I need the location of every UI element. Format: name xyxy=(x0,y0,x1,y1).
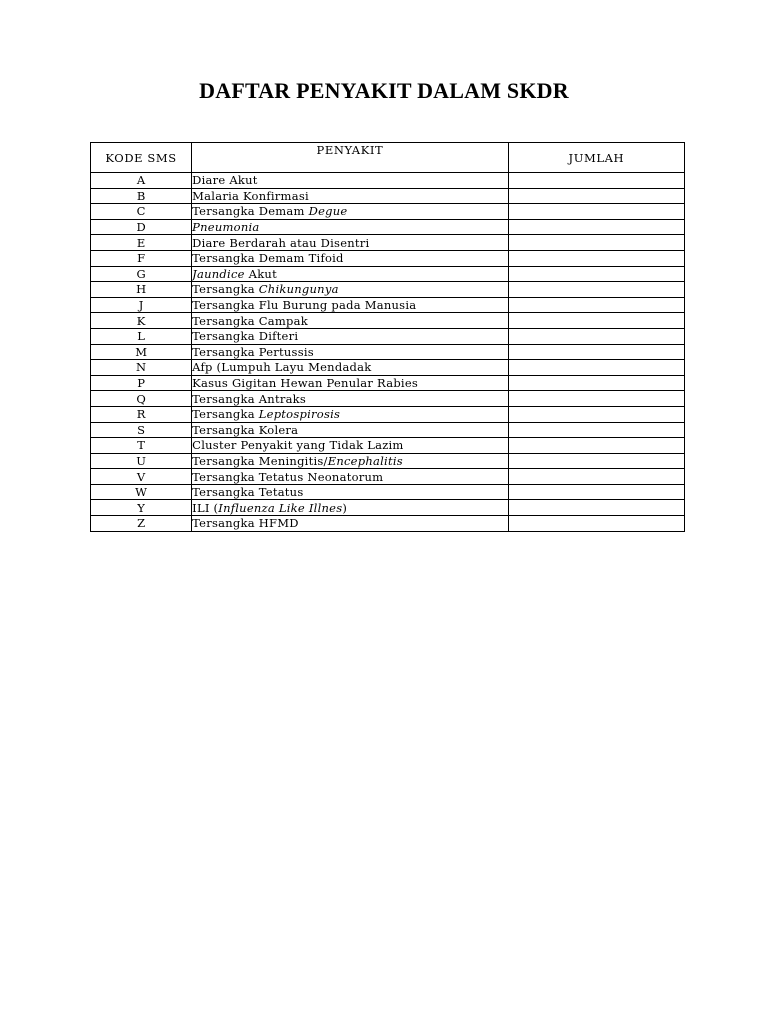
jumlah-cell[interactable] xyxy=(508,297,684,313)
disease-table xyxy=(90,142,685,532)
penyakit-text: Tersangka HFMD xyxy=(192,516,299,531)
penyakit-cell xyxy=(192,235,509,251)
jumlah-cell[interactable] xyxy=(508,516,684,532)
penyakit-suffix-text: ) xyxy=(342,500,348,515)
jumlah-cell[interactable] xyxy=(508,344,684,360)
penyakit-cell xyxy=(192,360,509,376)
penyakit-cell xyxy=(192,173,509,189)
kode-sms-cell: R xyxy=(91,406,192,422)
table-row xyxy=(91,516,685,532)
kode-sms-cell: U xyxy=(91,453,192,469)
penyakit-text: Tersangka Tetatus xyxy=(192,485,304,500)
penyakit-cell xyxy=(192,266,509,282)
penyakit-cell xyxy=(192,453,509,469)
table-row xyxy=(91,500,685,516)
kode-sms-cell: W xyxy=(91,484,192,500)
penyakit-cell xyxy=(192,391,509,407)
penyakit-text: Tersangka Tetatus Neonatorum xyxy=(192,469,384,484)
kode-sms-cell: Z xyxy=(91,516,192,532)
table-row xyxy=(91,469,685,485)
kode-sms-cell: A xyxy=(91,173,192,189)
jumlah-cell[interactable] xyxy=(508,266,684,282)
kode-sms-cell: D xyxy=(91,219,192,235)
penyakit-text: Afp (Lumpuh Layu Mendadak xyxy=(192,360,372,375)
penyakit-text: Kasus Gigitan Hewan Penular Rabies xyxy=(192,376,419,391)
kode-sms-cell: H xyxy=(91,282,192,298)
penyakit-text: Tersangka Antraks xyxy=(192,391,307,406)
penyakit-italic-text: Influenza Like Illnes xyxy=(218,500,343,515)
penyakit-text: Tersangka Flu Burung pada Manusia xyxy=(192,298,417,313)
page-title: DAFTAR PENYAKIT DALAM SKDR xyxy=(199,78,569,103)
header-jumlah: JUMLAH xyxy=(508,143,684,173)
penyakit-text: Tersangka Kolera xyxy=(192,422,299,437)
penyakit-cell xyxy=(192,328,509,344)
kode-sms-cell: K xyxy=(91,313,192,329)
penyakit-text: Tersangka Demam xyxy=(192,204,309,219)
header-penyakit: PENYAKIT xyxy=(192,143,509,173)
penyakit-text: Tersangka Meningitis/ xyxy=(192,453,328,468)
penyakit-cell xyxy=(192,422,509,438)
penyakit-text: Diare Akut xyxy=(192,173,258,188)
jumlah-cell[interactable] xyxy=(508,282,684,298)
table-row xyxy=(91,219,685,235)
table-header-row xyxy=(91,143,685,173)
table-row xyxy=(91,391,685,407)
penyakit-italic-text: Encephalitis xyxy=(327,453,403,468)
penyakit-cell xyxy=(192,484,509,500)
kode-sms-cell: P xyxy=(91,375,192,391)
table-row xyxy=(91,235,685,251)
table-row xyxy=(91,406,685,422)
jumlah-cell[interactable] xyxy=(508,422,684,438)
penyakit-text: Cluster Penyakit yang Tidak Lazim xyxy=(192,438,404,453)
kode-sms-cell: B xyxy=(91,188,192,204)
penyakit-text: Diare Berdarah atau Disentri xyxy=(192,235,370,250)
kode-sms-cell: S xyxy=(91,422,192,438)
penyakit-cell xyxy=(192,516,509,532)
table-row xyxy=(91,328,685,344)
penyakit-cell xyxy=(192,219,509,235)
penyakit-italic-text: Jaundice xyxy=(192,266,245,281)
kode-sms-cell: N xyxy=(91,360,192,376)
penyakit-cell xyxy=(192,406,509,422)
jumlah-cell[interactable] xyxy=(508,391,684,407)
penyakit-italic-text: Leptospirosis xyxy=(258,407,341,422)
header-kode-sms: KODE SMS xyxy=(91,143,192,173)
table-row xyxy=(91,250,685,266)
table-row xyxy=(91,188,685,204)
kode-sms-cell: T xyxy=(91,438,192,454)
jumlah-cell[interactable] xyxy=(508,235,684,251)
kode-sms-cell: L xyxy=(91,328,192,344)
penyakit-cell xyxy=(192,344,509,360)
kode-sms-cell: Y xyxy=(91,500,192,516)
table-row xyxy=(91,453,685,469)
penyakit-text: Tersangka Difteri xyxy=(192,329,299,344)
penyakit-cell xyxy=(192,500,509,516)
penyakit-text: Tersangka Pertussis xyxy=(192,344,314,359)
penyakit-text: Tersangka Demam Tifoid xyxy=(192,251,344,266)
jumlah-cell[interactable] xyxy=(508,204,684,220)
table-row xyxy=(91,282,685,298)
penyakit-cell xyxy=(192,469,509,485)
table-row xyxy=(91,360,685,376)
table-row xyxy=(91,266,685,282)
penyakit-cell xyxy=(192,204,509,220)
kode-sms-cell: G xyxy=(91,266,192,282)
kode-sms-cell: M xyxy=(91,344,192,360)
penyakit-text: Malaria Konfirmasi xyxy=(192,188,309,203)
penyakit-text: Tersangka Campak xyxy=(192,313,308,328)
penyakit-italic-text: Pneumonia xyxy=(192,220,260,235)
kode-sms-cell: J xyxy=(91,297,192,313)
table-row xyxy=(91,484,685,500)
penyakit-text: Tersangka xyxy=(192,407,259,422)
penyakit-cell xyxy=(192,188,509,204)
table-row xyxy=(91,297,685,313)
jumlah-cell[interactable] xyxy=(508,406,684,422)
table-row xyxy=(91,438,685,454)
jumlah-cell[interactable] xyxy=(508,453,684,469)
jumlah-cell[interactable] xyxy=(508,484,684,500)
jumlah-cell[interactable] xyxy=(508,375,684,391)
jumlah-cell[interactable] xyxy=(508,500,684,516)
jumlah-cell[interactable] xyxy=(508,328,684,344)
jumlah-cell[interactable] xyxy=(508,313,684,329)
jumlah-cell[interactable] xyxy=(508,173,684,189)
kode-sms-cell: V xyxy=(91,469,192,485)
jumlah-cell[interactable] xyxy=(508,469,684,485)
penyakit-cell xyxy=(192,250,509,266)
table-row xyxy=(91,173,685,189)
jumlah-cell[interactable] xyxy=(508,438,684,454)
penyakit-suffix-text: Akut xyxy=(244,266,277,281)
kode-sms-cell: Q xyxy=(91,391,192,407)
table-row xyxy=(91,375,685,391)
penyakit-cell xyxy=(192,438,509,454)
jumlah-cell[interactable] xyxy=(508,360,684,376)
penyakit-cell xyxy=(192,297,509,313)
kode-sms-cell: C xyxy=(91,204,192,220)
table-row xyxy=(91,344,685,360)
jumlah-cell[interactable] xyxy=(508,250,684,266)
penyakit-text: ILI ( xyxy=(192,500,219,515)
table-row xyxy=(91,313,685,329)
kode-sms-cell: F xyxy=(91,250,192,266)
penyakit-cell xyxy=(192,282,509,298)
jumlah-cell[interactable] xyxy=(508,219,684,235)
penyakit-cell xyxy=(192,313,509,329)
penyakit-italic-text: Degue xyxy=(308,204,348,219)
penyakit-italic-text: Chikungunya xyxy=(258,282,339,297)
jumlah-cell[interactable] xyxy=(508,188,684,204)
kode-sms-cell: E xyxy=(91,235,192,251)
penyakit-text: Tersangka xyxy=(192,282,259,297)
table-row xyxy=(91,422,685,438)
penyakit-cell xyxy=(192,375,509,391)
table-body xyxy=(91,173,685,532)
table-row xyxy=(91,204,685,220)
